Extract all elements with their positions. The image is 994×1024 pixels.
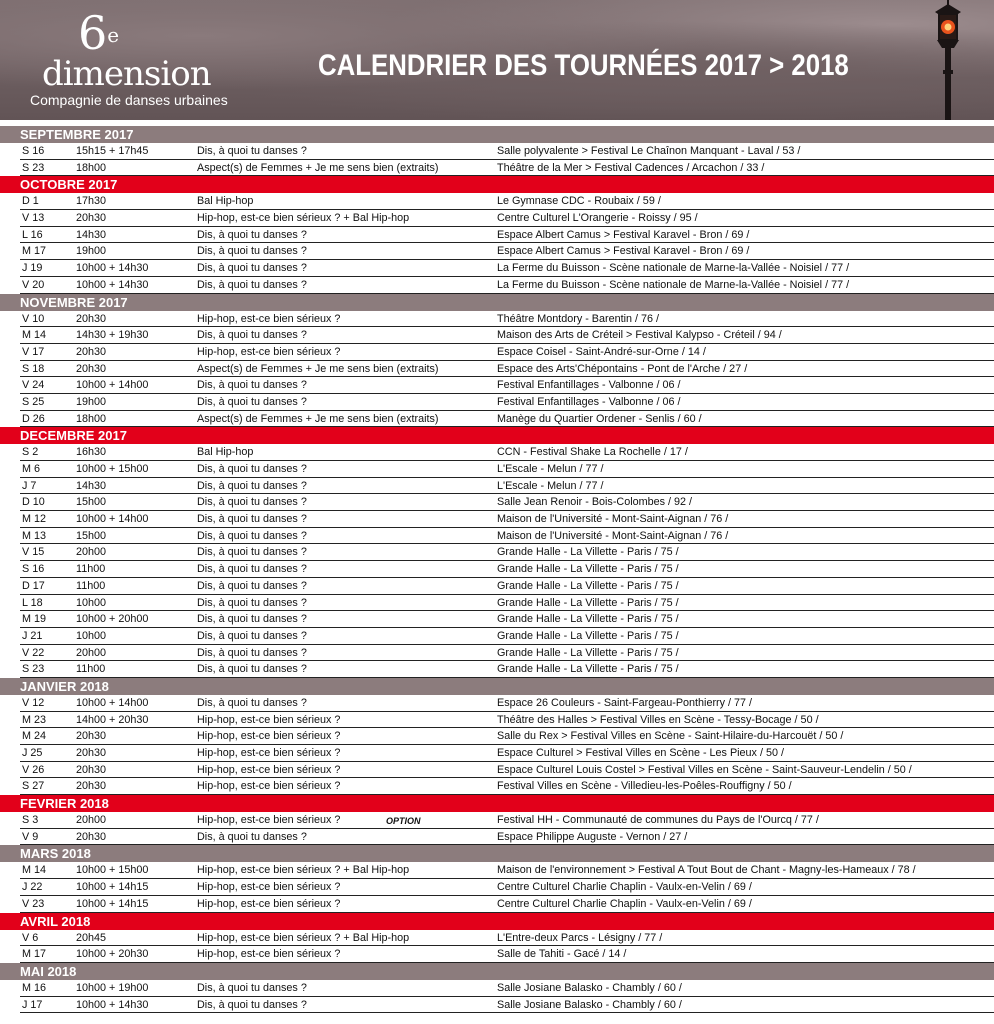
- event-day: V 20: [22, 278, 45, 291]
- event-day: M 6: [22, 463, 40, 475]
- event-day: L 16: [22, 228, 43, 241]
- event-venue: Grande Halle - La Villette - Paris / 75 /: [497, 546, 679, 559]
- event-time: 20h30: [76, 730, 107, 743]
- event-row: [20, 745, 994, 762]
- event-show: Hip-hop, est-ce bien sérieux ? + Bal Hip-hop: [197, 212, 410, 225]
- event-show: Hip-hop, est-ce bien sérieux ?: [197, 345, 341, 358]
- event-venue: La Ferme du Buisson - Scène nationale de Marne-la-Vallée - Noisiel / 77 /: [497, 262, 850, 275]
- event-row: [20, 311, 994, 328]
- event-day: M 16: [22, 981, 47, 994]
- event-time: 10h00 + 20h30: [76, 948, 149, 961]
- event-time: 10h00 + 14h30: [76, 278, 149, 291]
- event-show: Dis, à quoi tu danses ?: [197, 228, 307, 241]
- event-row: [20, 595, 994, 612]
- event-show: Dis, à quoi tu danses ?: [197, 596, 307, 609]
- event-show: Dis, à quoi tu danses ?: [197, 663, 307, 676]
- event-venue: Salle Josiane Balasko - Chambly / 60 /: [497, 998, 682, 1011]
- event-show: Dis, à quoi tu danses ?: [197, 546, 307, 559]
- event-row: [20, 377, 994, 394]
- event-show: Hip-hop, est-ce bien sérieux ?: [197, 312, 341, 325]
- event-day: V 12: [22, 696, 45, 709]
- page-title: CALENDRIER DES TOURNÉES 2017 > 2018: [318, 49, 849, 82]
- street-lamp-icon: [930, 0, 970, 120]
- event-show: Hip-hop, est-ce bien sérieux ?: [197, 713, 341, 726]
- event-show: Hip-hop, est-ce bien sérieux ?: [197, 948, 341, 961]
- event-row: [20, 461, 994, 478]
- event-venue: Grande Halle - La Villette - Paris / 75 /: [497, 596, 679, 609]
- event-day: V 22: [22, 646, 45, 659]
- event-venue: Espace Philippe Auguste - Vernon / 27 /: [497, 830, 688, 843]
- event-venue: Grande Halle - La Villette - Paris / 75 /: [497, 613, 679, 626]
- event-show: Hip-hop, est-ce bien sérieux ?: [197, 814, 341, 827]
- event-row: [20, 712, 994, 729]
- event-time: 10h00 + 14h00: [76, 513, 149, 526]
- event-time: 18h00: [76, 412, 107, 425]
- event-venue: Centre Culturel L'Orangerie - Roissy / 95 /: [497, 212, 698, 225]
- event-show: Bal Hip-hop: [197, 195, 254, 208]
- event-day: J 7: [22, 479, 37, 492]
- event-day: D 17: [22, 579, 45, 592]
- event-time: 15h00: [76, 529, 107, 542]
- event-row: [20, 143, 994, 160]
- event-venue: Centre Culturel Charlie Chaplin - Vaulx-en-Velin / 69 /: [497, 897, 752, 910]
- event-day: V 24: [22, 379, 45, 392]
- event-venue: Grande Halle - La Villette - Paris / 75 /: [497, 646, 679, 659]
- event-show: Dis, à quoi tu danses ?: [197, 395, 307, 408]
- event-row: [20, 561, 994, 578]
- event-day: V 6: [22, 931, 39, 944]
- event-time: 10h00 + 15h00: [76, 864, 149, 877]
- event-day: M 23: [22, 713, 47, 726]
- event-row: [20, 327, 994, 344]
- event-day: L 18: [22, 596, 43, 609]
- event-row: [20, 778, 994, 795]
- event-time: 18h00: [76, 161, 107, 174]
- event-show: Dis, à quoi tu danses ?: [197, 579, 307, 592]
- event-day: S 25: [22, 395, 45, 408]
- event-show: Hip-hop, est-ce bien sérieux ? + Bal Hip-hop: [197, 931, 410, 944]
- event-row: [20, 277, 994, 294]
- event-time: 14h30: [76, 228, 107, 241]
- event-show: Dis, à quoi tu danses ?: [197, 529, 307, 542]
- event-venue: Théâtre Montdory - Barentin / 76 /: [497, 312, 660, 325]
- event-day: D 26: [22, 412, 45, 425]
- event-venue: Le Gymnase CDC - Roubaix / 59 /: [497, 195, 661, 208]
- event-time: 20h00: [76, 646, 107, 659]
- event-day: S 3: [22, 814, 39, 827]
- logo-number: [78, 8, 119, 58]
- event-venue: Festival HH - Communauté de communes du Pays de l'Ourcq / 77 /: [497, 814, 819, 827]
- event-venue: Espace Culturel Louis Costel > Festival Villes en Scène - Saint-Sauveur-Lendelin / 50 /: [497, 763, 912, 776]
- event-venue: Espace Culturel > Festival Villes en Scène - Les Pieux / 50 /: [497, 747, 784, 759]
- event-show: Aspect(s) de Femmes + Je me sens bien (extraits): [197, 412, 439, 425]
- event-venue: L'Escale - Melun / 77 /: [497, 479, 604, 492]
- event-day: V 13: [22, 212, 45, 225]
- event-row: [20, 494, 994, 511]
- logo-number-text: 6: [78, 6, 108, 60]
- event-show: Aspect(s) de Femmes + Je me sens bien (extraits): [197, 161, 439, 174]
- logo-word: dimension: [42, 54, 211, 94]
- month-header: FEVRIER 2018: [0, 795, 994, 812]
- event-show: Hip-hop, est-ce bien sérieux ?: [197, 730, 341, 743]
- event-day: V 17: [22, 345, 45, 358]
- event-show: Dis, à quoi tu danses ?: [197, 696, 307, 709]
- event-venue: Maison de l'environnement > Festival A Tout Bout de Chant - Magny-les-Hameaux / 78 /: [497, 864, 916, 877]
- event-show: Dis, à quoi tu danses ?: [197, 998, 307, 1011]
- event-row: [20, 862, 994, 879]
- event-show: Hip-hop, est-ce bien sérieux ? + Bal Hip-hop: [197, 864, 410, 877]
- event-show: Dis, à quoi tu danses ?: [197, 145, 307, 157]
- event-time: 11h00: [76, 663, 106, 676]
- event-time: 10h00 + 15h00: [76, 463, 149, 475]
- event-venue: Festival Villes en Scène - Villedieu-les-Poêles-Rouffigny / 50 /: [497, 780, 792, 793]
- logo-tagline: Compagnie de danses urbaines: [30, 92, 228, 108]
- event-venue: Espace Albert Camus > Festival Karavel - Bron / 69 /: [497, 228, 750, 241]
- event-day: D 1: [22, 195, 39, 208]
- event-row: [20, 611, 994, 628]
- event-day: M 17: [22, 948, 47, 961]
- event-row: [20, 930, 994, 947]
- month-header: JANVIER 2018: [0, 678, 994, 695]
- event-row: [20, 344, 994, 361]
- event-day: V 26: [22, 763, 45, 776]
- event-venue: Salle Jean Renoir - Bois-Colombes / 92 /: [497, 496, 693, 509]
- event-row: [20, 394, 994, 411]
- event-day: S 16: [22, 145, 45, 157]
- event-venue: Festival Enfantillages - Valbonne / 06 /: [497, 395, 681, 408]
- event-time: 16h30: [76, 446, 107, 459]
- event-time: 11h00: [76, 563, 106, 576]
- event-row: [20, 160, 994, 177]
- event-row: [20, 361, 994, 378]
- month-header: MARS 2018: [0, 845, 994, 862]
- event-time: 10h00 + 14h30: [76, 262, 149, 275]
- event-venue: Grande Halle - La Villette - Paris / 75 /: [497, 629, 679, 642]
- event-venue: Théâtre de la Mer > Festival Cadences / Arcachon / 33 /: [497, 161, 765, 174]
- event-time: 10h00 + 14h30: [76, 998, 149, 1011]
- event-venue: Salle Josiane Balasko - Chambly / 60 /: [497, 981, 682, 994]
- month-header: MAI 2018: [0, 963, 994, 980]
- event-day: V 15: [22, 546, 45, 559]
- event-show: Dis, à quoi tu danses ?: [197, 613, 307, 626]
- event-row: [20, 829, 994, 846]
- event-day: S 23: [22, 663, 45, 676]
- event-time: 20h45: [76, 931, 107, 944]
- event-time: 17h30: [76, 195, 107, 208]
- event-row: [20, 528, 994, 545]
- event-time: 10h00: [76, 629, 107, 642]
- event-venue: Espace 26 Couleurs - Saint-Fargeau-Ponthierry / 77 /: [497, 696, 753, 709]
- month-header: AVRIL 2018: [0, 913, 994, 930]
- event-row: [20, 227, 994, 244]
- event-show: Hip-hop, est-ce bien sérieux ?: [197, 881, 341, 894]
- event-day: J 17: [22, 998, 43, 1011]
- event-time: 19h00: [76, 395, 107, 408]
- event-row: [20, 812, 994, 829]
- event-day: D 10: [22, 496, 45, 509]
- event-row: [20, 444, 994, 461]
- event-show: Dis, à quoi tu danses ?: [197, 563, 307, 576]
- event-row: [20, 578, 994, 595]
- event-time: 10h00 + 19h00: [76, 981, 149, 994]
- event-venue: CCN - Festival Shake La Rochelle / 17 /: [497, 446, 688, 459]
- event-row: [20, 728, 994, 745]
- event-time: 14h30: [76, 479, 107, 492]
- event-show: Dis, à quoi tu danses ?: [197, 496, 307, 509]
- event-show: Dis, à quoi tu danses ?: [197, 479, 307, 492]
- event-venue: Salle polyvalente > Festival Le Chaînon Manquant - Laval / 53 /: [497, 145, 801, 157]
- event-row: [20, 946, 994, 963]
- event-day: M 19: [22, 613, 47, 626]
- event-row: [20, 210, 994, 227]
- event-row: [20, 544, 994, 561]
- event-show: Dis, à quoi tu danses ?: [197, 646, 307, 659]
- event-show: Hip-hop, est-ce bien sérieux ?: [197, 747, 341, 759]
- event-time: 10h00 + 14h15: [76, 897, 149, 910]
- event-row: [20, 243, 994, 260]
- event-venue: L'Entre-deux Parcs - Lésigny / 77 /: [497, 931, 663, 944]
- event-row: [20, 997, 994, 1014]
- event-show: Dis, à quoi tu danses ?: [197, 278, 307, 291]
- month-header: DECEMBRE 2017: [0, 427, 994, 444]
- event-time: 14h00 + 20h30: [76, 713, 149, 726]
- event-row: [20, 645, 994, 662]
- event-day: S 27: [22, 780, 45, 793]
- event-time: 10h00 + 14h00: [76, 379, 149, 392]
- event-show: Dis, à quoi tu danses ?: [197, 513, 307, 526]
- event-time: 20h30: [76, 763, 107, 776]
- event-day: S 16: [22, 563, 45, 576]
- event-venue: Grande Halle - La Villette - Paris / 75 /: [497, 663, 679, 676]
- event-show: Hip-hop, est-ce bien sérieux ?: [197, 897, 341, 910]
- event-row: [20, 411, 994, 428]
- event-day: V 23: [22, 897, 45, 910]
- event-time: 20h30: [76, 345, 107, 358]
- event-day: J 21: [22, 629, 43, 642]
- event-day: M 12: [22, 513, 47, 526]
- event-time: 11h00: [76, 579, 106, 592]
- event-venue: Espace Albert Camus > Festival Karavel - Bron / 69 /: [497, 245, 750, 258]
- event-row: [20, 260, 994, 277]
- event-time: 15h00: [76, 496, 107, 509]
- event-show: Dis, à quoi tu danses ?: [197, 463, 307, 475]
- event-day: M 14: [22, 329, 47, 342]
- event-venue: L'Escale - Melun / 77 /: [497, 463, 604, 475]
- event-time: 20h30: [76, 780, 107, 793]
- logo-superscript: e: [107, 23, 120, 47]
- event-time: 20h30: [76, 312, 107, 325]
- event-venue: Maison de l'Université - Mont-Saint-Aignan / 76 /: [497, 513, 729, 526]
- option-label: OPTION: [386, 816, 421, 827]
- event-venue: Salle du Rex > Festival Villes en Scène - Saint-Hilaire-du-Harcouët / 50 /: [497, 730, 844, 743]
- event-show: Dis, à quoi tu danses ?: [197, 262, 307, 275]
- event-venue: Grande Halle - La Villette - Paris / 75 /: [497, 563, 679, 576]
- event-venue: Centre Culturel Charlie Chaplin - Vaulx-en-Velin / 69 /: [497, 881, 752, 894]
- event-day: J 22: [22, 881, 43, 894]
- event-row: [20, 661, 994, 678]
- month-header: NOVEMBRE 2017: [0, 294, 994, 311]
- event-time: 10h00: [76, 596, 107, 609]
- event-day: S 2: [22, 446, 39, 459]
- event-day: J 19: [22, 262, 43, 275]
- event-show: Dis, à quoi tu danses ?: [197, 379, 307, 392]
- event-show: Dis, à quoi tu danses ?: [197, 830, 307, 843]
- event-venue: Festival Enfantillages - Valbonne / 06 /: [497, 379, 681, 392]
- event-row: [20, 628, 994, 645]
- event-day: M 24: [22, 730, 47, 743]
- event-day: M 14: [22, 864, 47, 877]
- event-time: 20h00: [76, 814, 107, 827]
- event-time: 10h00 + 14h15: [76, 881, 149, 894]
- event-show: Hip-hop, est-ce bien sérieux ?: [197, 763, 341, 776]
- event-row: [20, 695, 994, 712]
- event-row: [20, 762, 994, 779]
- event-time: 20h00: [76, 546, 107, 559]
- event-venue: La Ferme du Buisson - Scène nationale de Marne-la-Vallée - Noisiel / 77 /: [497, 278, 850, 291]
- header-banner: [0, 0, 994, 120]
- month-header: SEPTEMBRE 2017: [0, 126, 994, 143]
- event-show: Aspect(s) de Femmes + Je me sens bien (extraits): [197, 362, 439, 375]
- month-header: OCTOBRE 2017: [0, 176, 994, 193]
- event-row: [20, 478, 994, 495]
- tour-calendar: [0, 126, 994, 1013]
- event-day: V 9: [22, 830, 39, 843]
- event-day: S 23: [22, 161, 45, 174]
- event-venue: Maison des Arts de Créteil > Festival Kalypso - Créteil / 94 /: [497, 329, 782, 342]
- event-day: S 18: [22, 362, 45, 375]
- event-row: [20, 879, 994, 896]
- event-show: Dis, à quoi tu danses ?: [197, 245, 307, 258]
- event-day: V 10: [22, 312, 45, 325]
- event-day: J 25: [22, 747, 43, 759]
- event-time: 14h30 + 19h30: [76, 329, 149, 342]
- event-time: 15h15 + 17h45: [76, 145, 149, 157]
- event-row: [20, 980, 994, 997]
- event-venue: Grande Halle - La Villette - Paris / 75 /: [497, 579, 679, 592]
- event-venue: Manège du Quartier Ordener - Senlis / 60 /: [497, 412, 702, 425]
- event-day: M 17: [22, 245, 47, 258]
- company-logo: [28, 6, 228, 114]
- event-show: Dis, à quoi tu danses ?: [197, 981, 307, 994]
- event-time: 20h30: [76, 747, 107, 759]
- event-time: 10h00 + 14h00: [76, 696, 149, 709]
- event-venue: Salle de Tahiti - Gacé / 14 /: [497, 948, 627, 961]
- event-row: [20, 193, 994, 210]
- event-show: Hip-hop, est-ce bien sérieux ?: [197, 780, 341, 793]
- event-venue: Espace Coisel - Saint-André-sur-Orne / 14 /: [497, 345, 706, 358]
- event-row: [20, 896, 994, 913]
- event-show: Bal Hip-hop: [197, 446, 254, 459]
- event-time: 20h30: [76, 212, 107, 225]
- event-time: 20h30: [76, 830, 107, 843]
- event-venue: Maison de l'Université - Mont-Saint-Aignan / 76 /: [497, 529, 729, 542]
- event-time: 19h00: [76, 245, 107, 258]
- event-day: M 13: [22, 529, 47, 542]
- event-venue: Espace des Arts'Chépontains - Pont de l'Arche / 27 /: [497, 362, 748, 375]
- event-time: 20h30: [76, 362, 107, 375]
- event-show: Dis, à quoi tu danses ?: [197, 329, 307, 342]
- event-row: [20, 511, 994, 528]
- event-show: Dis, à quoi tu danses ?: [197, 629, 307, 642]
- event-venue: Théâtre des Halles > Festival Villes en Scène - Tessy-Bocage / 50 /: [497, 713, 819, 726]
- event-time: 10h00 + 20h00: [76, 613, 149, 626]
